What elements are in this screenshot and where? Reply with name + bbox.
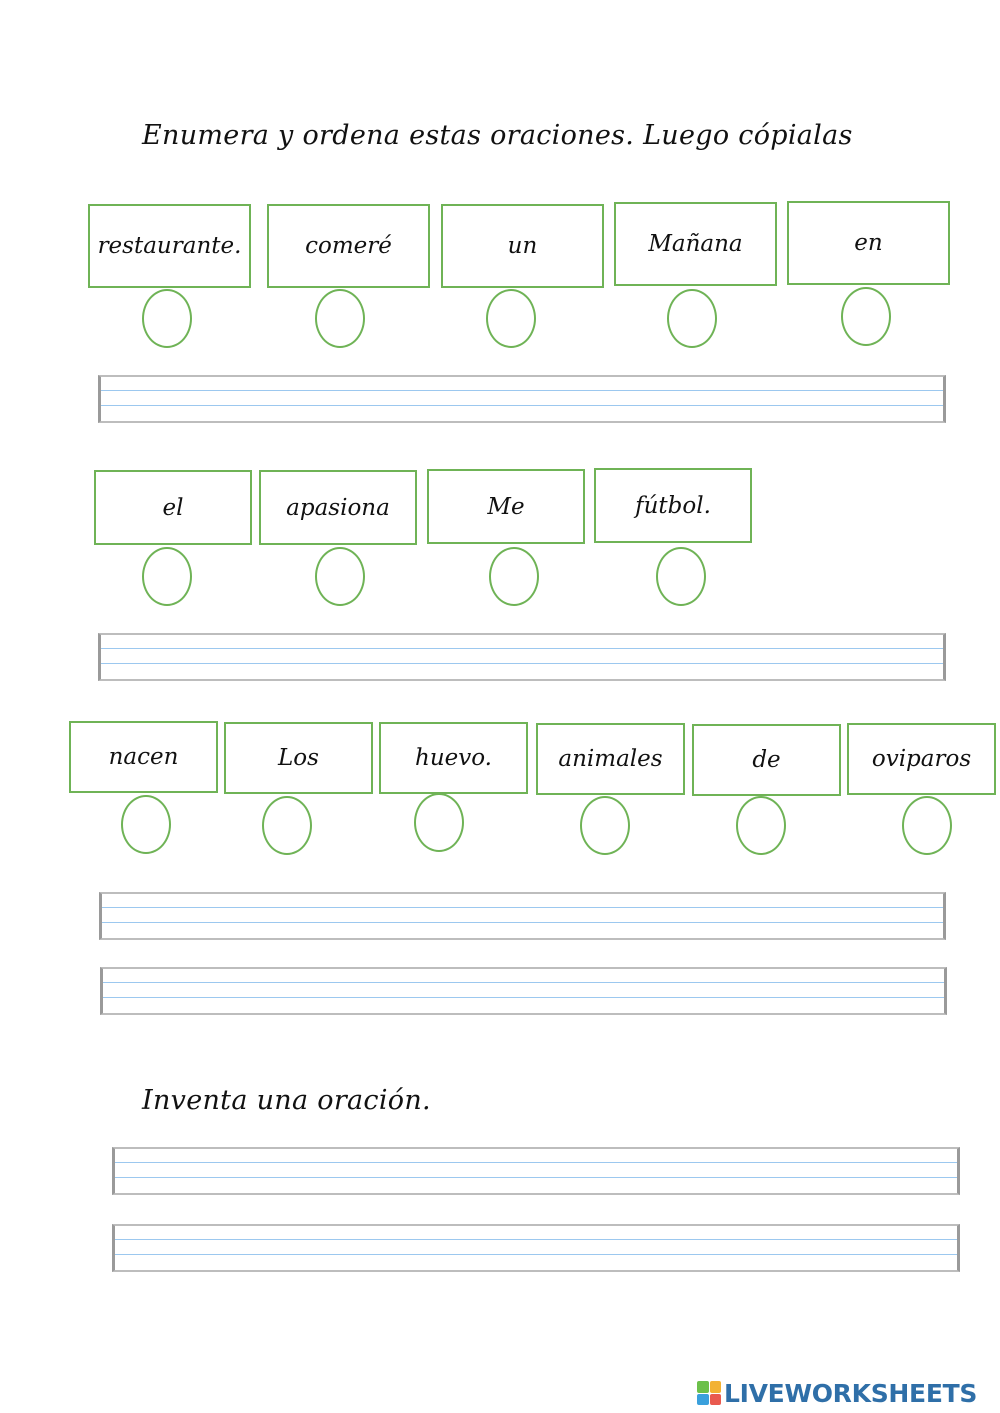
writing-line-input[interactable] (99, 892, 946, 940)
writing-line-input[interactable] (112, 1147, 960, 1195)
number-circle-input[interactable] (656, 547, 706, 606)
word-box: fútbol. (594, 468, 752, 543)
writing-guide-line (103, 982, 944, 983)
writing-guide-line (101, 390, 943, 391)
writing-guide-line (101, 663, 943, 664)
word-box: Los (224, 722, 373, 794)
word-box: Me (427, 469, 585, 544)
word-box: Mañana (614, 202, 777, 286)
liveworksheets-logo-icon (697, 1381, 721, 1405)
writing-line-input[interactable] (100, 967, 947, 1015)
liveworksheets-logo (697, 1377, 977, 1409)
number-circle-input[interactable] (489, 547, 539, 606)
number-circle-input[interactable] (486, 289, 536, 348)
writing-guide-line (103, 997, 944, 998)
word-box: apasiona (259, 470, 417, 545)
logo-text: LIVEWORKSHEETS (724, 1378, 978, 1408)
instruction-order: Enumera y ordena estas oraciones. Luego cópialas (142, 120, 853, 151)
word-box: comeré (267, 204, 430, 288)
number-circle-input[interactable] (315, 547, 365, 606)
number-circle-input[interactable] (667, 289, 717, 348)
writing-guide-line (115, 1254, 957, 1255)
word-box: oviparos (847, 723, 996, 795)
word-box: restaurante. (88, 204, 251, 288)
writing-line-input[interactable] (98, 375, 946, 423)
word-box: huevo. (379, 722, 528, 794)
word-box: nacen (69, 721, 218, 793)
number-circle-input[interactable] (142, 289, 192, 348)
word-box: animales (536, 723, 685, 795)
number-circle-input[interactable] (736, 796, 786, 855)
writing-line-input[interactable] (112, 1224, 960, 1272)
writing-guide-line (115, 1162, 957, 1163)
word-box: el (94, 470, 252, 545)
word-box: de (692, 724, 841, 796)
number-circle-input[interactable] (315, 289, 365, 348)
writing-line-input[interactable] (98, 633, 946, 681)
number-circle-input[interactable] (841, 287, 891, 346)
writing-guide-line (101, 405, 943, 406)
number-circle-input[interactable] (902, 796, 952, 855)
writing-guide-line (102, 922, 943, 923)
instruction-invent: Inventa una oración. (142, 1085, 431, 1116)
number-circle-input[interactable] (121, 795, 171, 854)
number-circle-input[interactable] (142, 547, 192, 606)
writing-guide-line (115, 1177, 957, 1178)
word-box: un (441, 204, 604, 288)
number-circle-input[interactable] (262, 796, 312, 855)
writing-guide-line (115, 1239, 957, 1240)
writing-guide-line (102, 907, 943, 908)
number-circle-input[interactable] (414, 793, 464, 852)
writing-guide-line (101, 648, 943, 649)
word-box: en (787, 201, 950, 285)
number-circle-input[interactable] (580, 796, 630, 855)
